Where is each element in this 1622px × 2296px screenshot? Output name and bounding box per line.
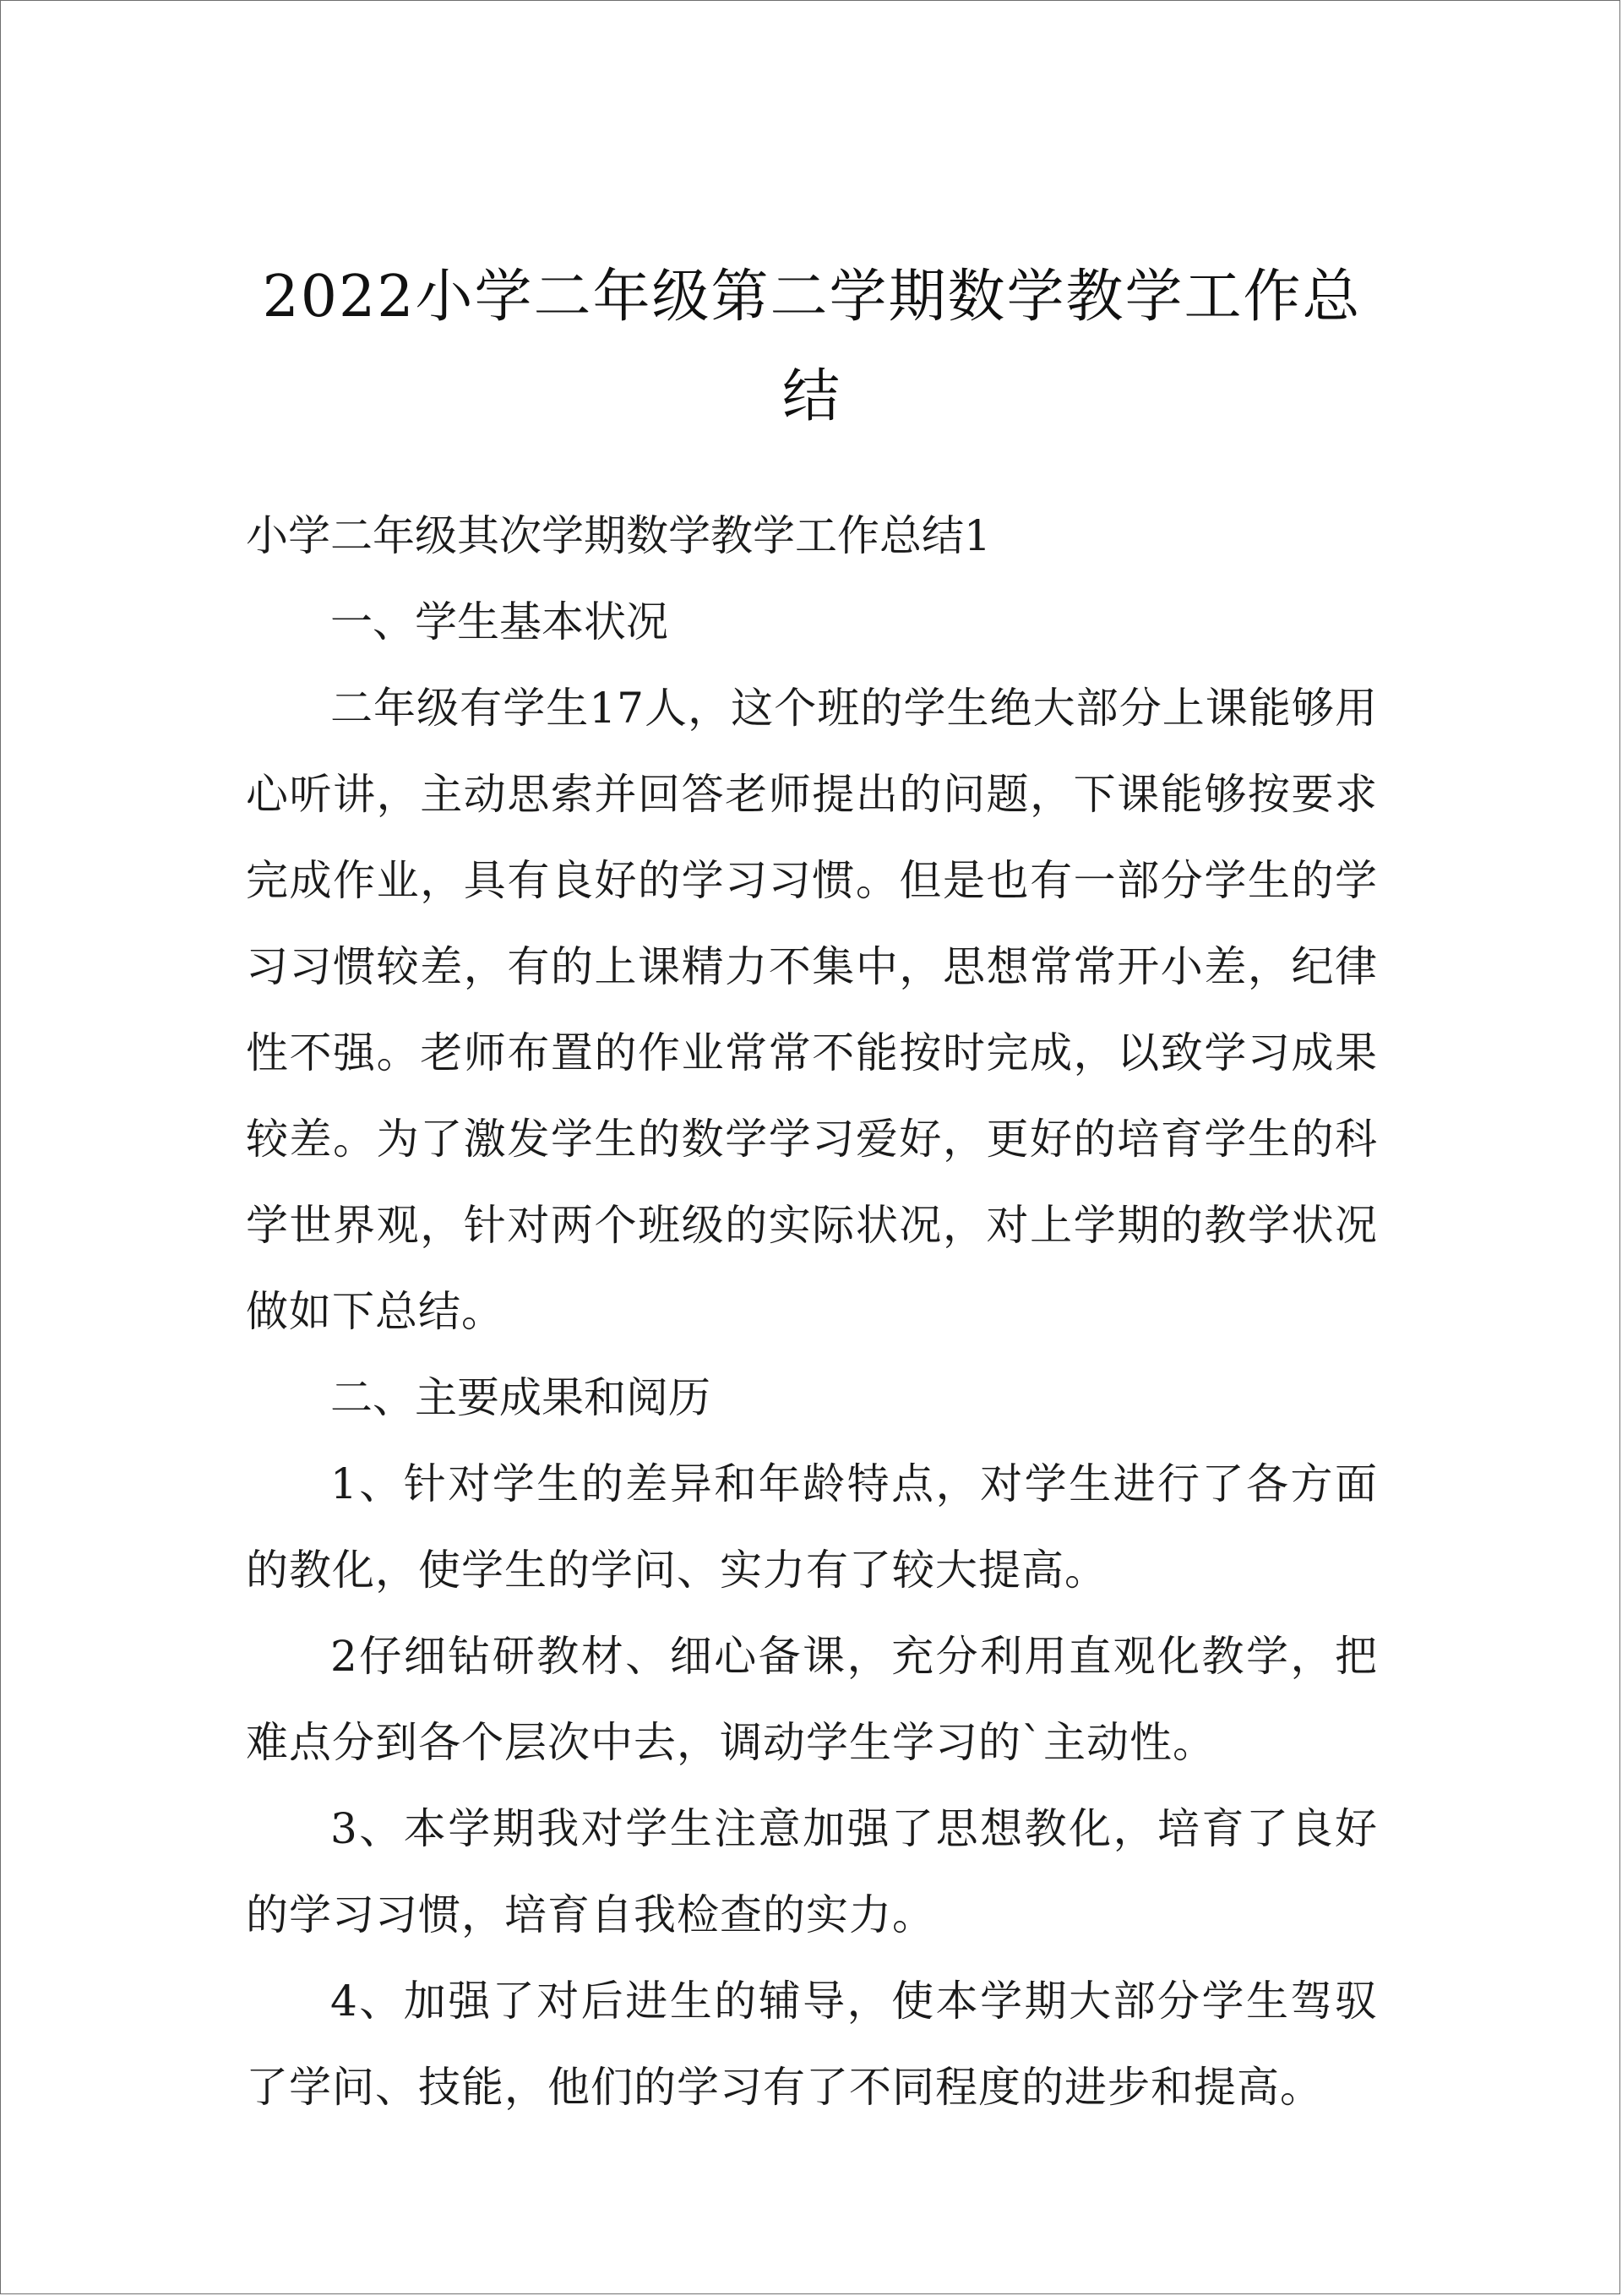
document-title: 2022小学二年级第二学期数学教学工作总结 (262, 264, 1362, 430)
achievement-item-4: 4、加强了对后进生的辅导，使本学期大部分学生驾驭了学问、技能，他们的学习有了不同程度的进步和提高。 (246, 1977, 1378, 2112)
achievement-item-2: 2仔细钻研教材、细心备课，充分利用直观化教学，把难点分到各个层次中去，调动学生学习的`主动性。 (246, 1632, 1378, 1767)
section-heading-basic-situation: 一、学生基本状况 (330, 597, 668, 646)
achievement-item-1: 1、针对学生的差异和年龄特点，对学生进行了各方面的教化，使学生的学问、实力有了较大提高。 (246, 1459, 1378, 1595)
document-subtitle: 小学二年级其次学期数学教学工作总结1 (246, 511, 991, 560)
section-heading-achievements: 二、主要成果和阅历 (330, 1373, 710, 1422)
achievement-item-3: 3、本学期我对学生注意加强了思想教化，培育了良好的学习习惯，培育自我检查的实力。 (246, 1804, 1378, 1939)
document-content (246, 248, 1378, 2130)
paragraph-basic-situation: 二年级有学生17人，这个班的学生绝大部分上课能够用心听讲，主动思索并回答老师提出的问题，下课能够按要求完成作业，具有良好的学习习惯。但是也有一部分学生的学习习惯较差，有的上课精力不集中，思想常常开小差，纪律性不强。老师布置的作业常常不能按时完成，以致学习成果较差。为了激发学生的数学学习爱好，更好的培育学生的科学世界观，针对两个班级的实际状况，对上学期的教学状况做如下总结。 (246, 684, 1378, 1336)
